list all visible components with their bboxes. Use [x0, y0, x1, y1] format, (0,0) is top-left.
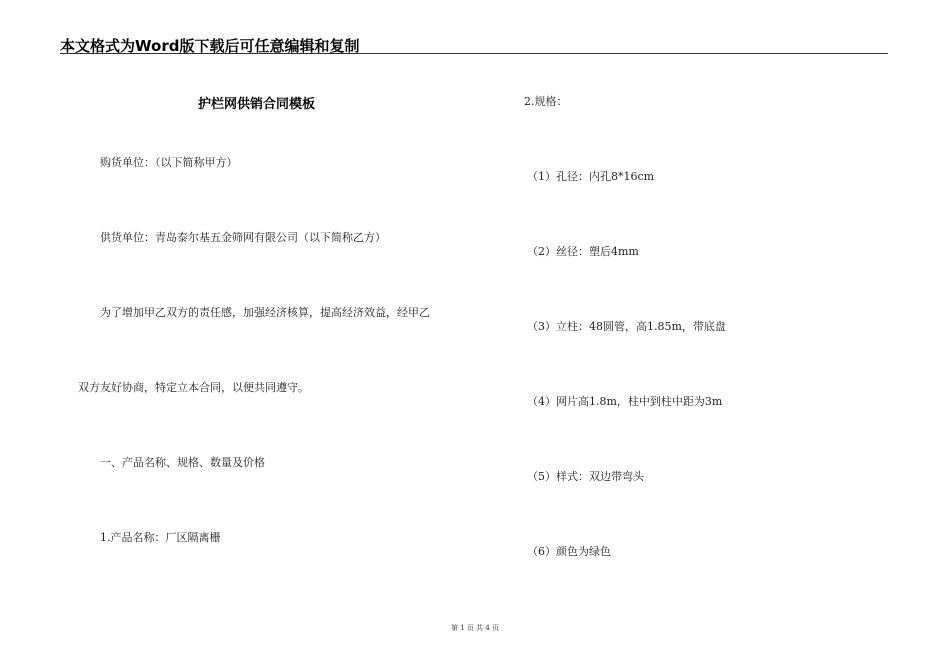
supplier-line: 供货单位：青岛泰尔基五金筛网有限公司（以下简称乙方） — [100, 231, 386, 244]
header-divider — [60, 53, 888, 54]
spec-item-aperture: （1）孔径：内孔8*16cm — [527, 170, 655, 183]
spec-item-wire: （2）丝径：塑后4mm — [527, 245, 639, 258]
spec-item-style: （5）样式：双边带弯头 — [527, 470, 644, 483]
page-indicator: 第 1 页 共 4 页 — [450, 624, 500, 632]
purpose-line-1: 为了增加甲乙双方的责任感，加强经济核算，提高经济效益，经甲乙 — [100, 306, 430, 319]
product-name-line: 1.产品名称：厂区隔离栅 — [100, 531, 221, 544]
spec-item-post: （3）立柱：48圆管，高1.85m，带底盘 — [527, 320, 726, 333]
spec-item-color: （6）颜色为绿色 — [527, 545, 611, 558]
purpose-line-2: 双方友好协商，特定立本合同，以便共同遵守。 — [78, 381, 309, 394]
section-heading-1: 一、产品名称、规格、数量及价格 — [100, 456, 265, 469]
document-title: 护栏网供销合同模板 — [198, 97, 316, 112]
spec-heading: 2.规格： — [524, 95, 568, 108]
spec-item-panel: （4）网片高1.8m，柱中到柱中距为3m — [527, 395, 723, 408]
header-banner: 本文格式为Word版下载后可任意编辑和复制 — [60, 37, 360, 55]
buyer-line: 购货单位：（以下简称甲方） — [100, 156, 238, 169]
